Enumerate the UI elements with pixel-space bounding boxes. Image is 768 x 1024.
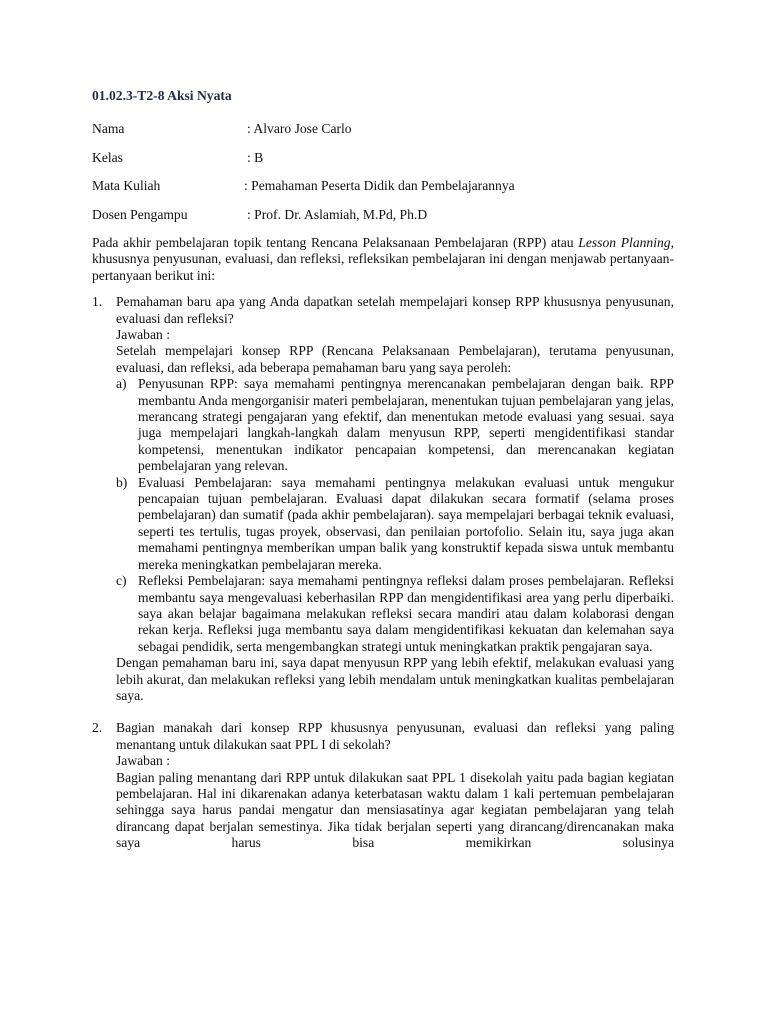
info-label: Nama — [92, 121, 125, 137]
info-row-kelas — [92, 150, 674, 166]
info-label: Dosen Pengampu — [92, 206, 188, 222]
info-label: Mata Kuliah — [92, 178, 161, 194]
question-number: 1. — [92, 294, 103, 310]
question-item — [92, 294, 674, 704]
answer-intro: Bagian paling menantang dari RPP untuk dilakukan saat PPL 1 disekolah yaitu pada bagian kegiatan pembelajaran. Hal ini dikarenakan adanya keterbatasan waktu dalam 1 kali pertemuan pembelajaran sehingga saya harus pandai mengatur dan mensiasatinya agar kegiatan pembelajaran yang telah dirancang dapat berjalan semestinya. Jika tidak berjalan seperti yang dirancang/direncanakan maka saya harus bisa memikirkan solusinya — [116, 769, 674, 851]
question-item — [92, 720, 674, 851]
info-label: Kelas — [92, 149, 123, 165]
point-label: c) — [116, 573, 127, 589]
student-info — [92, 121, 674, 223]
info-value: : B — [247, 149, 264, 165]
point-text: Penyusunan RPP: saya memahami pentingnya merencanakan pembelajaran dengan baik. RPP membantu Anda mengorganisir materi pembelajaran, menentukan tujuan pembelajaran yang jelas, merancang strategi pengajaran yang efektif, dan menentukan metode evaluasi yang sesuai. saya juga mempelajari langkah-langkah dalam menyusun RPP, seperti mengidentifikasi standar kompetensi, menentukan indikator pencapaian kompetensi, dan merencanakan kegiatan pembelajaran yang relevan. — [138, 376, 674, 474]
answer-closing: Dengan pemahaman baru ini, saya dapat menyusun RPP yang lebih efektif, melakukan evaluasi yang lebih akurat, dan melakukan refleksi yang lebih mendalam untuk meningkatkan kualitas pembelajaran saya. — [116, 655, 674, 703]
intro-italic-term: Lesson Planning — [578, 234, 671, 250]
intro-text-before: Pada akhir pembelajaran topik tentang Rencana Pelaksanaan Pembelajaran (RPP) atau — [92, 234, 579, 250]
question-number: 2. — [92, 720, 103, 736]
info-row-mata-kuliah — [92, 178, 674, 194]
info-value: : Prof. Dr. Aslamiah, M.Pd, Ph.D — [247, 206, 428, 222]
intro-text-after: , khususnya penyusunan, evaluasi, dan refleksi, refleksikan pembelajaran ini dengan menjawab pertanyaan-pertanyaan berikut ini: — [92, 234, 674, 283]
question-list — [92, 294, 674, 851]
intro-paragraph — [92, 235, 674, 284]
question-text: Bagian manakah dari konsep RPP khususnya penyusunan, evaluasi dan refleksi yang paling menantang untuk dilakukan saat PPL I di sekolah? — [116, 720, 674, 752]
document-title: 01.02.3-T2-8 Aksi Nyata — [92, 88, 232, 103]
question-text: Pemahaman baru apa yang Anda dapatkan setelah mempelajari konsep RPP khususnya penyusunan, evaluasi dan refleksi? — [116, 294, 674, 326]
answer-label: Jawaban : — [116, 753, 170, 769]
answer-point — [116, 573, 674, 655]
point-label: b) — [116, 474, 128, 490]
point-text: Refleksi Pembelajaran: saya memahami pentingnya refleksi dalam proses pembelajaran. Refleksi membantu saya mengevaluasi keberhasilan RPP dan mengidentifikasi area yang perlu diperbaiki. saya akan belajar bagaimana melakukan refleksi secara mandiri atau dalam kolaborasi dengan rekan kerja. Refleksi juga membantu saya dalam mengidentifikasi kekuatan dan kelemahan saya sebagai pendidik, serta mengembangkan strategi untuk meningkatkan praktik pengajaran saya. — [138, 573, 674, 654]
document-content — [92, 88, 674, 852]
answer-intro: Setelah mempelajari konsep RPP (Rencana Pelaksanaan Pembelajaran), terutama penyusunan, evaluasi, dan refleksi, ada beberapa pemahaman baru yang saya peroleh: — [116, 343, 674, 375]
info-value: : Alvaro Jose Carlo — [247, 121, 352, 137]
point-label: a) — [116, 376, 127, 392]
point-text: Evaluasi Pembelajaran: saya memahami pentingnya melakukan evaluasi untuk mengukur pencapaian tujuan pembelajaran. Evaluasi dapat dilakukan secara formatif (selama proses pembelajaran) dan sumatif (pada akhir pembelajaran). saya mempelajari berbagai teknik evaluasi, seperti tes tertulis, tugas proyek, observasi, dan penilaian portofolio. Selain itu, saya juga akan memahami pentingnya memberikan umpan balik yang konstruktif kepada siswa untuk membantu mereka meningkatkan pembelajaran mereka. — [138, 474, 674, 572]
answer-point — [116, 475, 674, 573]
answer-label: Jawaban : — [116, 327, 170, 342]
answer-points — [116, 376, 674, 655]
info-row-nama — [92, 121, 674, 137]
info-row-dosen — [92, 207, 674, 223]
answer-point — [116, 376, 674, 474]
info-value: : Pemahaman Peserta Didik dan Pembelajarannya — [244, 178, 515, 194]
